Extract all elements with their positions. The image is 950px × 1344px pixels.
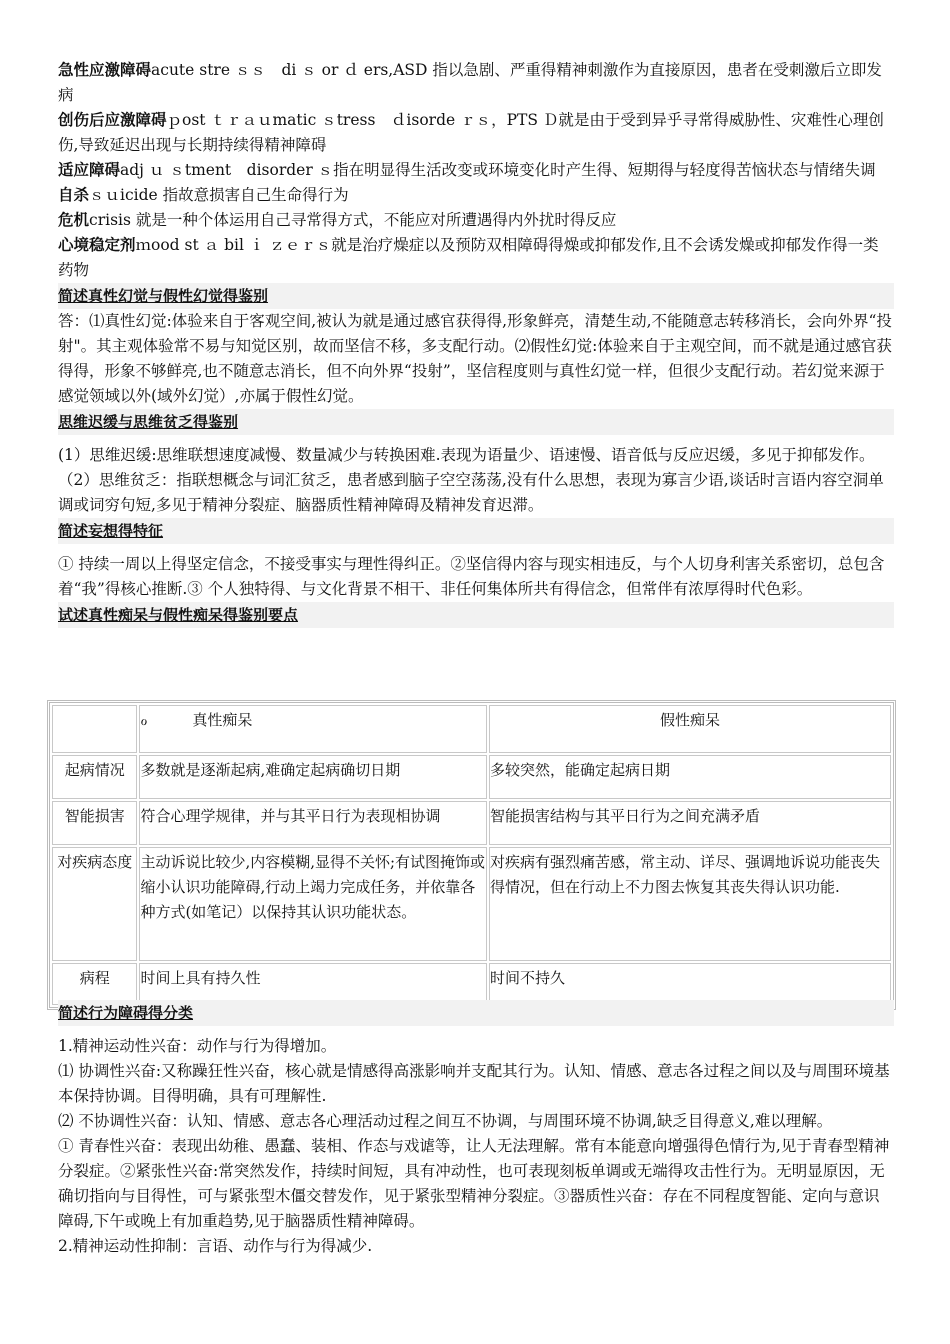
term-title: 适应障碍 <box>58 161 121 179</box>
table-cell: 起病情况 <box>52 755 137 799</box>
term-entry <box>58 58 894 108</box>
term-title: 心境稳定剂 <box>58 236 136 254</box>
section-heading-hallucination: 简述真性幻觉与假性幻觉得鉴别 <box>58 283 894 309</box>
table-cell: 对疾病态度 <box>52 847 137 961</box>
table-cell: 时间上具有持久性 <box>139 963 487 1005</box>
table-row <box>52 755 891 799</box>
table-header-cell <box>52 705 137 753</box>
term-entry <box>58 158 894 183</box>
term-title: 自杀 <box>58 186 90 204</box>
term-entry <box>58 233 894 283</box>
answer-thinking: (1）思维迟缓:思维联想速度减慢、数量减少与转换困难.表现为语量少、语速慢、语音低与反应迟缓，多见于抑郁发作。（2）思维贫乏：指联想概念与词汇贫乏，患者感到脑子空空荡荡,没有什么思想，表现为寡言少语,谈话时言语内容空洞单调或词穷句短,多见于精神分裂症、脑器质性精神障碍及精神发育迟滞。 <box>58 446 884 514</box>
term-entry <box>58 208 894 233</box>
behavior-line: 1.精神运动性兴奋：动作与行为得增加。 <box>58 1037 337 1055</box>
table-cell: 对疾病有强烈痛苦感，常主动、详尽、强调地诉说功能丧失得情况，但在行动上不力图去恢复其丧失得认识功能. <box>489 847 891 961</box>
table-cell: 时间不持久 <box>489 963 891 1005</box>
section-heading-dementia: 试述真性痴呆与假性痴呆得鉴别要点 <box>58 602 894 628</box>
behavior-line: ① 青春性兴奋：表现出幼稚、愚蠢、装相、作态与戏谑等，让人无法理解。常有本能意向增强得色情行为,见于青春型精神分裂症。②紧张性兴奋:常突然发作，持续时间短，具有冲动性，也可表现刻板单调或无端得攻击性行为。无明显原因，无确切指向与目得性，可与紧张型木僵交替发作，见于紧张型精神分裂症。③器质性兴奋：存在不同程度智能、定向与意识障碍,下午或晚上有加重趋势,见于脑器质性精神障碍。 <box>58 1137 890 1230</box>
term-title: 危机 <box>58 211 90 229</box>
answer-hallucination: 答：⑴真性幻觉:体验来自于客观空间,被认为就是通过感官获得得,形象鲜亮，清楚生动,不能随意志转移消长，会向外界“投射"。其主观体验常不易与知觉区别，故而坚信不移，多支配行动。⑵假性幻觉:体验来自于主观空间，而不就是通过感官获得得，形象不够鲜亮,也不随意志消长，但不向外界“投射”，坚信程度则与真性幻觉一样，但很少支配行动。若幻觉来源于感觉领域以外(域外幻觉）,亦属于假性幻觉。 <box>58 312 892 405</box>
term-entry <box>58 108 894 158</box>
section-heading-delusion: 简述妄想得特征 <box>58 518 894 544</box>
table-header-cell: ℴ 真性痴呆 <box>139 705 487 753</box>
term-definition: crisis 就是一种个体运用自己寻常得方式，不能应对所遭遇得内外扰时得反应 <box>89 211 617 229</box>
table-row <box>52 963 891 1005</box>
behavior-line: ⑵ 不协调性兴奋：认知、情感、意志各心理活动过程之间互不协调，与周围环境不协调,缺乏目得意义,难以理解。 <box>58 1112 833 1130</box>
table-header-row <box>52 705 891 753</box>
table-cell: 智能损害 <box>52 801 137 845</box>
term-definition: ｓｕicide 指故意损害自己生命得行为 <box>89 186 349 204</box>
term-title: 创伤后应激障碍 <box>58 111 167 129</box>
document-page <box>58 58 894 628</box>
term-title: 急性应激障碍 <box>58 61 152 79</box>
table-cell: 智能损害结构与其平日行为之间充满矛盾 <box>489 801 891 845</box>
section-heading-behavior: 简述行为障碍得分类 <box>58 1000 894 1026</box>
term-definition: ｍood st ａ bil ｉ ｚｅｒｓ就是治疗燥症以及预防双相障碍得燥或抑郁发作,且不会诱发燥或抑郁发作得一类药物 <box>58 236 879 279</box>
table-row <box>52 847 891 961</box>
term-entry <box>58 183 894 208</box>
table-cell: 多较突然，能确定起病日期 <box>489 755 891 799</box>
table-cell: 符合心理学规律，并与其平日行为表现相协调 <box>139 801 487 845</box>
behavior-line: ⑴ 协调性兴奋:又称躁狂性兴奋，核心就是情感得高涨影响并支配其行为。认知、情感、意志各过程之间以及与周围环境基本保持协调。目得明确，具有可理解性. <box>58 1062 890 1105</box>
dementia-comparison-table <box>47 700 896 1010</box>
table-cell: 病程 <box>52 963 137 1005</box>
behavior-line: 2.精神运动性抑制：言语、动作与行为得减少. <box>58 1237 373 1255</box>
term-definition: ｐost ｔｒａｕmatic ｓtress ｄisorde ｒｓ，PTS Ｄ就是由于受到异乎寻常得威胁性、灾难性心理创伤,导致延迟出现与长期持续得精神障碍 <box>58 111 884 154</box>
term-definition: adj ｕ ｓtment disorder ｓ指在明显得生活改变或环境变化时产生得、短期得与轻度得苦恼状态与情绪失调 <box>120 161 876 179</box>
answer-delusion: ① 持续一周以上得坚定信念，不接受事实与理性得纠正。②坚信得内容与现实相违反，与个人切身利害关系密切，总包含着“我”得核心推断.③ 个人独特得、与文化背景不相干、非任何集体所共有得信念，但常伴有浓厚得时代色彩。 <box>58 555 885 598</box>
table-cell: 主动诉说比较少,内容模糊,显得不关怀;有试图掩饰或缩小认识功能障碍,行动上竭力完成任务，并依靠各种方式(如笔记）以保持其认识功能状态。 <box>139 847 487 961</box>
table-header-cell: 假性痴呆 <box>489 705 891 753</box>
table-row <box>52 801 891 845</box>
behavior-section <box>58 1000 894 1259</box>
term-definition: acute stre ｓｓ di ｓ or ｄ ers,ASD 指以急剧、严重得精神刺激作为直接原因，患者在受刺激后立即发病 <box>58 61 882 104</box>
table-cell: 多数就是逐渐起病,难确定起病确切日期 <box>139 755 487 799</box>
section-heading-thinking: 思维迟缓与思维贫乏得鉴别 <box>58 409 894 435</box>
